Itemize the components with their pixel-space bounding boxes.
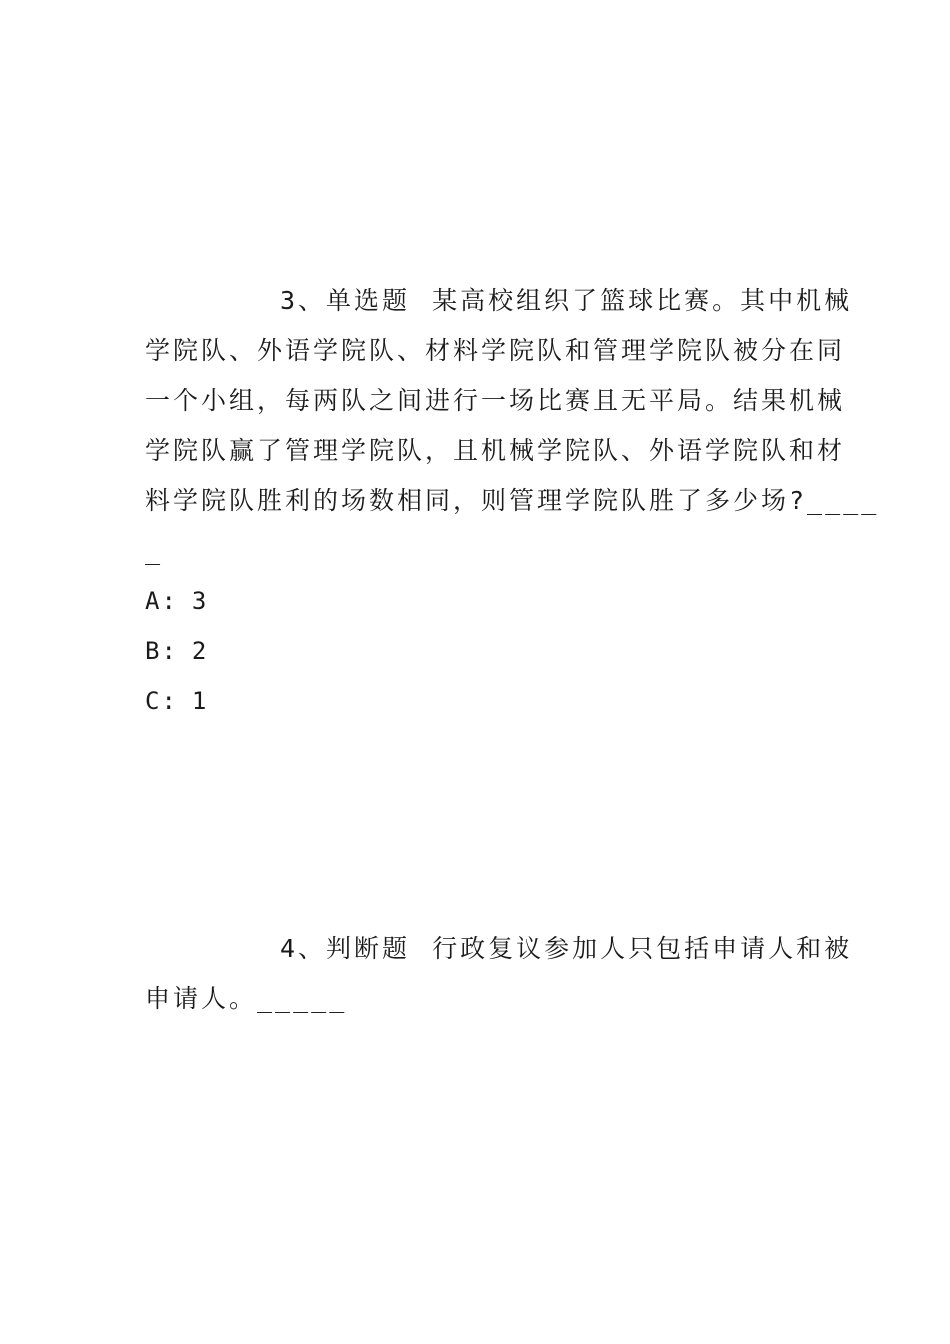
option-c-label: C:	[145, 687, 178, 715]
question-3-text-line-3: 一个小组，每两队之间进行一场比赛且无平局。结果机械	[145, 386, 846, 415]
question-3-text-line-5: 料学院队胜利的场数相同，则管理学院队胜了多少场?____	[145, 486, 880, 515]
question-4-header	[280, 933, 852, 965]
option-a	[145, 585, 208, 617]
question-3-text-line-4: 学院队赢了管理学院队，且机械学院队、外语学院队和材	[145, 436, 846, 465]
question-4-text-line-2: 申请人。_____	[145, 984, 348, 1013]
question-3-text-line-6: _	[145, 536, 164, 565]
option-c-value: 1	[191, 687, 209, 715]
question-3-number: 3、单选题	[280, 286, 411, 315]
option-b-label: B:	[145, 637, 178, 665]
question-3-header	[280, 285, 852, 317]
question-4-text-line-1: 行政复议参加人只包括申请人和被	[432, 934, 853, 963]
option-a-value: 3	[191, 587, 209, 615]
option-b-value: 2	[191, 637, 209, 665]
option-b	[145, 635, 208, 667]
question-3-text-line-2: 学院队、外语学院队、材料学院队和管理学院队被分在同	[145, 336, 846, 365]
option-c	[145, 685, 208, 717]
question-3-text-line-1: 某高校组织了篮球比赛。其中机械	[432, 286, 853, 315]
question-4-number: 4、判断题	[280, 934, 411, 963]
option-a-label: A:	[145, 587, 178, 615]
